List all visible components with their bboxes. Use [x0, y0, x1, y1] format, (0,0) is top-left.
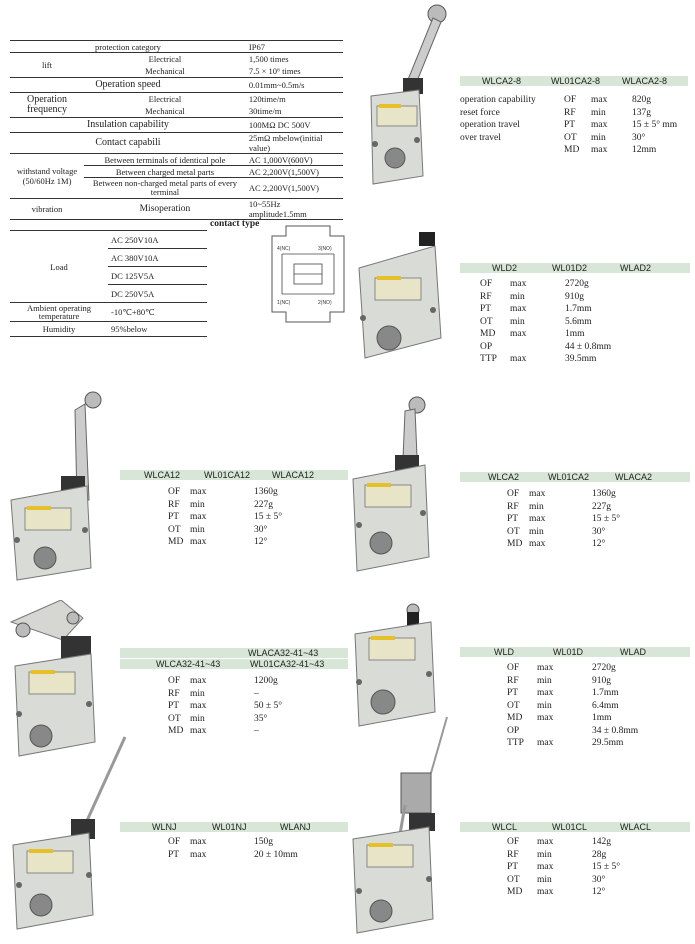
- withstand-label: withstand voltage (50/60Hz 1M): [10, 154, 84, 199]
- spec-row: OP 44 ± 0.8mm: [480, 341, 612, 352]
- spec-row: OF max 2720g: [507, 663, 616, 673]
- spec-row: OT min 5.6mm: [480, 316, 592, 327]
- spec-row: OP 34 ± 0.8mm: [507, 725, 639, 736]
- switch-image-wlca2-8: [355, 0, 455, 200]
- spec-row: PT max 15 ± 5°: [507, 862, 621, 872]
- op-speed-label: Operation speed: [10, 78, 246, 93]
- spec-list-wlca2: [507, 488, 687, 551]
- op-freq-label: Operation frequency: [10, 93, 84, 118]
- spec-row: PT max 1.7mm: [480, 304, 592, 314]
- op-freq-elec-value: 120time/m: [248, 94, 286, 104]
- withstand-3-value: AC 2,200V(1,500V): [246, 178, 343, 199]
- load-table: [10, 230, 207, 337]
- spec-row: MD max 1mm: [507, 713, 612, 723]
- temperature-label: Ambient operating temperature: [10, 303, 108, 322]
- vibration-label: vibration: [10, 199, 84, 220]
- spec-row: MD max –: [168, 726, 259, 736]
- model-header-wlca12: WLCA12 WL01CA12 WLACA12: [120, 470, 348, 480]
- withstand-2-label: Between charged metal parts: [84, 166, 246, 178]
- life-mech-label: Mechanical: [84, 65, 246, 78]
- spec-row: RF min 227g: [507, 501, 611, 512]
- spec-row: PT max 15 ± 5°: [507, 514, 621, 524]
- load-label: Load: [10, 231, 108, 303]
- spec-row: RF min –: [168, 688, 259, 699]
- spec-row: operation capability OF max 820g: [460, 95, 651, 105]
- spec-list-wlca2-8: [460, 94, 690, 157]
- model-header-wlca32: WLCA32-41~43 WL01CA32-41~43: [120, 659, 348, 669]
- model-header-wlca2: WLCA2 WL01CA2 WLACA2: [460, 472, 690, 482]
- model-header-wld2: WLD2 WL01D2 WLAD2: [460, 263, 690, 273]
- load-item: AC 380V10A: [108, 249, 207, 267]
- spec-row: OT min 30°: [168, 524, 268, 535]
- spec-row: MD max 12°: [507, 887, 606, 897]
- spec-row: PT max 20 ± 10mm: [168, 849, 298, 860]
- load-item: AC 250V10A: [108, 231, 207, 249]
- terminal-3: 3(NO): [318, 246, 332, 252]
- spec-row: OT min 30°: [507, 526, 606, 537]
- spec-row: PT max 15 ± 5°: [168, 512, 283, 522]
- vibration-value: 10~55Hz amplitude1.5mm: [246, 199, 343, 220]
- spec-row: RF min 910g: [480, 291, 584, 302]
- terminal-2: 2(NO): [318, 300, 332, 306]
- model-header-wlaca32: WLACA32-41~43: [120, 648, 348, 658]
- life-label: lift: [10, 53, 84, 78]
- protection-label: protection category: [10, 41, 246, 53]
- spec-row: over travel OT min 30°: [460, 132, 646, 143]
- spec-row: OF max 142g: [507, 837, 611, 847]
- withstand-2-value: AC 2,200V(1,500V): [246, 166, 343, 178]
- op-freq-mech-label: Mechanical: [84, 105, 246, 118]
- op-freq-mech-value: 30time/m: [246, 105, 343, 118]
- spec-row: RF min 227g: [168, 499, 273, 510]
- spec-row: RF min 28g: [507, 849, 607, 860]
- switch-image-wld2: [345, 228, 455, 378]
- spec-list-wld2: [480, 278, 680, 366]
- spec-row: OF max 1360g: [168, 487, 278, 497]
- model-header-wlca2-8: [460, 76, 688, 86]
- spec-row: PT max 1.7mm: [507, 688, 619, 698]
- spec-table: [10, 40, 343, 220]
- switch-image-wlca12: [5, 390, 115, 590]
- withstand-1-label: Between terminals of identical pole: [84, 154, 246, 166]
- spec-row: OF max 150g: [168, 837, 273, 847]
- withstand-1-value: AC 1,000V(600V): [246, 154, 343, 166]
- switch-image-wlca2: [345, 395, 455, 585]
- humidity-value: 95%below: [108, 322, 207, 337]
- life-mech-value: 7.5 × 10⁶ times: [246, 65, 343, 78]
- spec-row: MD max 12mm: [564, 145, 657, 155]
- spec-row: RF min 910g: [507, 675, 611, 686]
- model-name: WLCA2-8: [482, 76, 522, 86]
- model-name: WL01CA2-8: [551, 76, 601, 86]
- load-item: DC 250V5A: [108, 285, 207, 303]
- spec-list-wld: [507, 662, 687, 750]
- spec-row: OF max 1200g: [168, 676, 278, 686]
- spec-row: OT min 30°: [507, 874, 606, 885]
- switch-image-wlnj: [5, 735, 130, 935]
- vibration-sub: Misoperation: [84, 199, 246, 220]
- model-header-wld: WLD WL01D WLAD: [460, 647, 690, 657]
- protection-value: IP67: [246, 41, 343, 53]
- terminal-1: 1(NC): [277, 300, 291, 306]
- spec-row: OF max 1360g: [507, 489, 616, 499]
- temperature-value: -10℃+80℃: [108, 303, 207, 322]
- humidity-label: Humidity: [10, 322, 108, 337]
- model-name: WLACA2-8: [622, 76, 668, 86]
- contact-diagram: [268, 224, 348, 324]
- spec-list-wlcl: [507, 836, 687, 899]
- spec-row: OF max 2720g: [480, 279, 589, 289]
- load-item: DC 125V5A: [108, 267, 207, 285]
- life-elec-label: Electrical: [148, 54, 182, 64]
- switch-image-wlcl: [345, 715, 455, 940]
- spec-row: TTP max 39.5mm: [480, 354, 597, 364]
- insulation-label: Insulation capability: [10, 118, 246, 133]
- contact-type-title: contact type: [210, 219, 260, 229]
- model-header-wlcl: WLCL WL01CL WLACL: [460, 822, 690, 832]
- contact-label: Contact capabili: [10, 133, 246, 154]
- terminal-4: 4(NC): [277, 246, 291, 252]
- spec-list-wlca32: [168, 675, 348, 738]
- op-speed-value: 0.01mm~0.5m/s: [246, 78, 343, 93]
- spec-row: OT min 35°: [168, 713, 268, 724]
- spec-row: operation travel PT max 15 ± 5° mm: [460, 120, 678, 130]
- model-header-wlnj: WLNJ WL01NJ WLANJ: [120, 822, 348, 832]
- contact-value: 25mΩ mbelow(initial value): [246, 133, 343, 154]
- spec-list-wlca12: [168, 486, 348, 549]
- spec-row: MD max 1mm: [480, 329, 585, 339]
- op-freq-elec-label: Electrical: [148, 94, 182, 104]
- spec-row: TTP max 29.5mm: [507, 738, 624, 748]
- spec-row: PT max 50 ± 5°: [168, 701, 283, 711]
- spec-list-wlnj: [168, 836, 348, 861]
- spec-row: OT min 6.4mm: [507, 700, 619, 711]
- spec-row: reset force RF min 137g: [460, 107, 651, 118]
- withstand-3-label: Between non-charged metal parts of every terminal: [84, 178, 246, 199]
- life-elec-value: 1,500 times: [248, 54, 289, 64]
- spec-row: MD max 12°: [168, 537, 268, 547]
- insulation-value: 100MΩ DC 500V: [246, 118, 343, 133]
- spec-row: MD max 12°: [507, 539, 606, 549]
